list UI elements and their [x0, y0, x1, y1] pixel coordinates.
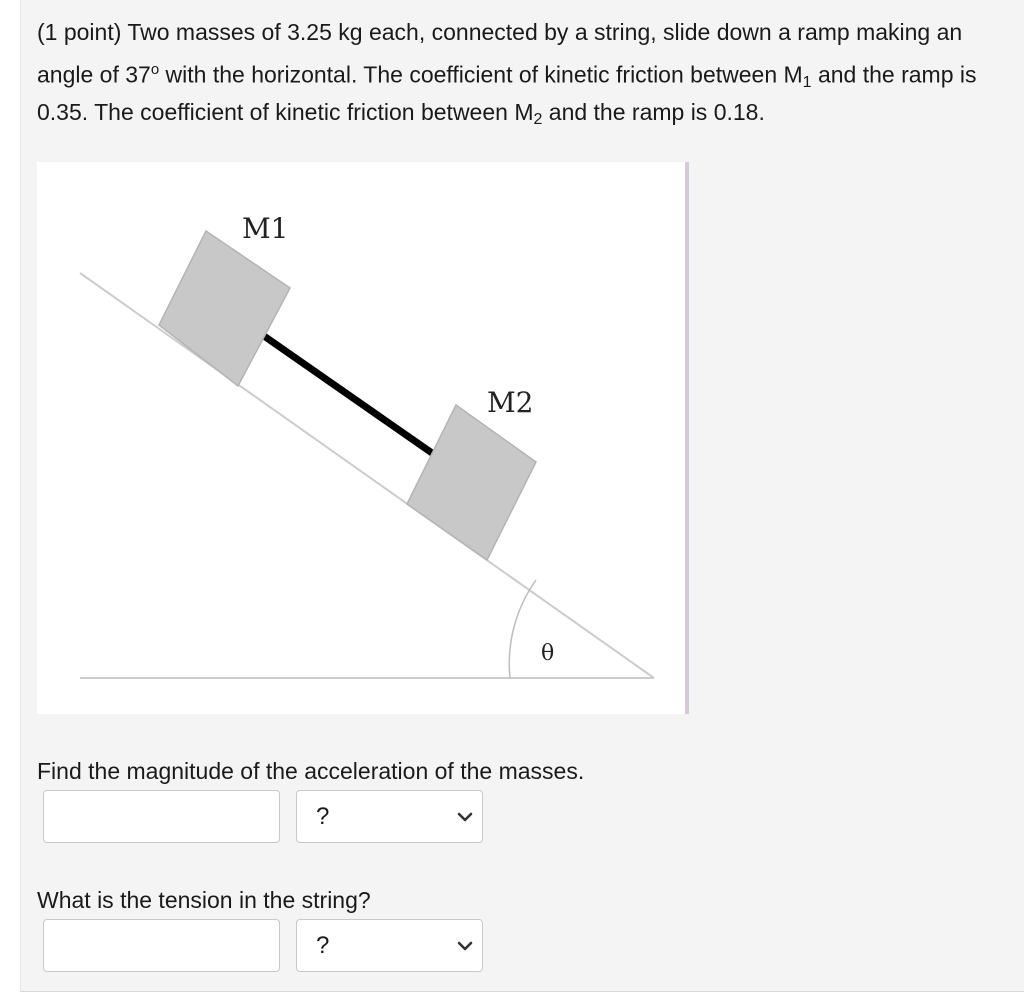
incline-diagram: [37, 162, 685, 714]
problem-text-part3: and the ramp is 0.35. The coefficient of kinetic friction between M: [37, 61, 977, 125]
incline-diagram-svg: [37, 162, 685, 714]
problem-statement: [37, 14, 1022, 131]
chevron-down-icon: [456, 937, 474, 955]
mass-1-block: [159, 231, 290, 386]
mass-2-label: M2: [487, 386, 534, 419]
acceleration-unit-value: ?: [316, 803, 330, 830]
mass-1-label: M1: [242, 212, 289, 245]
acceleration-answer-input[interactable]: [43, 790, 280, 843]
chevron-down-icon: [456, 808, 474, 826]
tension-unit-select[interactable]: [296, 919, 483, 972]
question-acceleration: Find the magnitude of the acceleration of the masses.: [37, 758, 585, 784]
subscript-1: 1: [802, 73, 812, 91]
problem-text-part4: and the ramp is 0.18.: [542, 98, 765, 125]
tension-answer-input[interactable]: [43, 919, 280, 972]
tension-unit-value: ?: [316, 932, 330, 959]
angle-arc: [509, 580, 536, 678]
subscript-2: 2: [533, 110, 543, 128]
mass-2-block: [407, 405, 536, 560]
figure-side-border: [685, 162, 689, 714]
question-tension: What is the tension in the string?: [37, 887, 371, 913]
ramp-line: [80, 273, 654, 678]
angle-theta-label: θ: [541, 641, 555, 666]
string: [264, 336, 432, 453]
degree-symbol: o: [150, 61, 160, 78]
problem-text-part1: (1 point) Two masses of 3.25 kg each, connected by a string, slide down a ramp making an angle of 37: [37, 19, 963, 88]
problem-text-part2: with the horizontal. The coefficient of kinetic friction between M: [159, 61, 803, 88]
acceleration-unit-select[interactable]: [296, 790, 483, 843]
